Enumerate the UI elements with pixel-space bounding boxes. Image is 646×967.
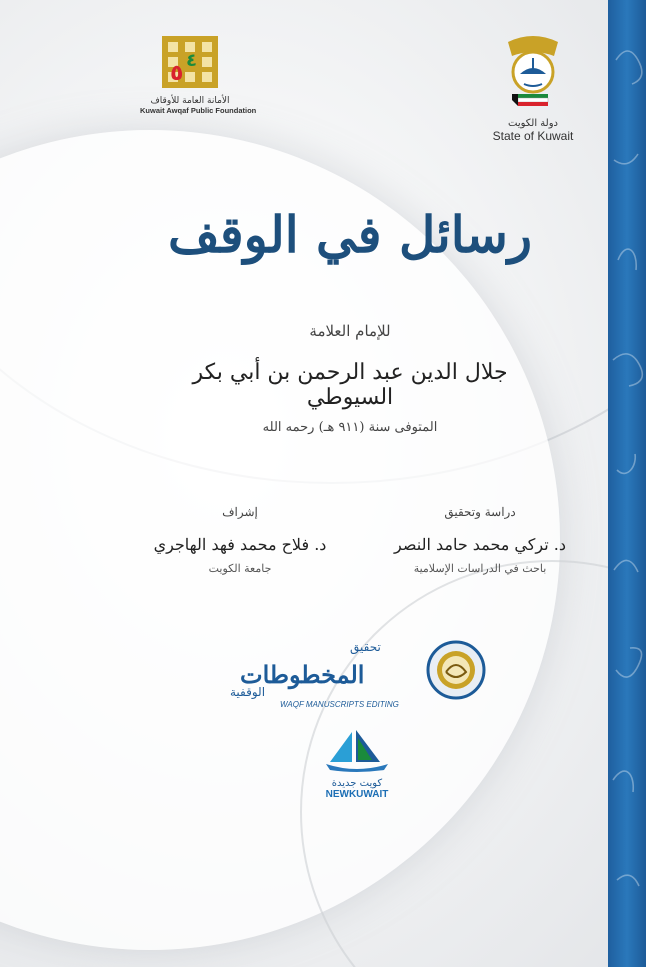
new-kuwait-arabic: كويت جديدة [331,778,383,789]
awqaf-name-arabic: الأمانة العامة للأوقاف [150,96,230,106]
calligraphy-pattern-icon [608,0,646,967]
credit-study [380,505,580,575]
credit-name: د. فلاح محمد فهد الهاجري [153,535,327,554]
awqaf-emblem-icon [162,36,218,88]
credit-supervision [140,505,340,575]
kuwait-emblem-icon [498,34,568,112]
book-title: رسائل في الوقف [167,205,533,264]
credit-role: دراسة وتحقيق [444,505,516,519]
new-kuwait-english: NEWKUWAIT [325,789,389,800]
credit-role: إشراف [222,505,258,519]
state-name-arabic: دولة الكويت [508,118,558,129]
credit-affiliation: جامعة الكويت [208,562,272,575]
author-honorific: للإمام العلامة [309,322,391,340]
credit-affiliation: باحث في الدراسات الإسلامية [413,562,547,575]
side-stripe [608,0,646,967]
svg-text:٤: ٤ [186,50,197,71]
series-top-label: تحقيق [350,640,381,654]
sail-boat-icon [322,728,392,772]
death-date: المتوفى سنة (٩١١ هـ) رحمه الله [262,420,438,435]
new-kuwait-logo [312,728,402,800]
awqaf-name-english: Kuwait Awqaf Public Foundation [140,106,257,115]
waqf-manuscripts-logo [230,640,490,712]
svg-text:٥: ٥ [170,61,184,86]
author-name: جلال الدين عبد الرحمن بن أبي بكر السيوطي [192,360,508,410]
kuwait-logo [478,34,588,143]
credit-name: د. تركي محمد حامد النصر [394,535,566,554]
series-main-label: المخطوطات [240,660,365,689]
series-sub-label: الوقفية [230,685,266,699]
series-english-label: WAQF MANUSCRIPTS EDITING [280,700,399,709]
state-name-english: State of Kuwait [492,129,574,143]
manuscript-seal-icon [426,640,486,700]
awqaf-logo [140,36,257,115]
